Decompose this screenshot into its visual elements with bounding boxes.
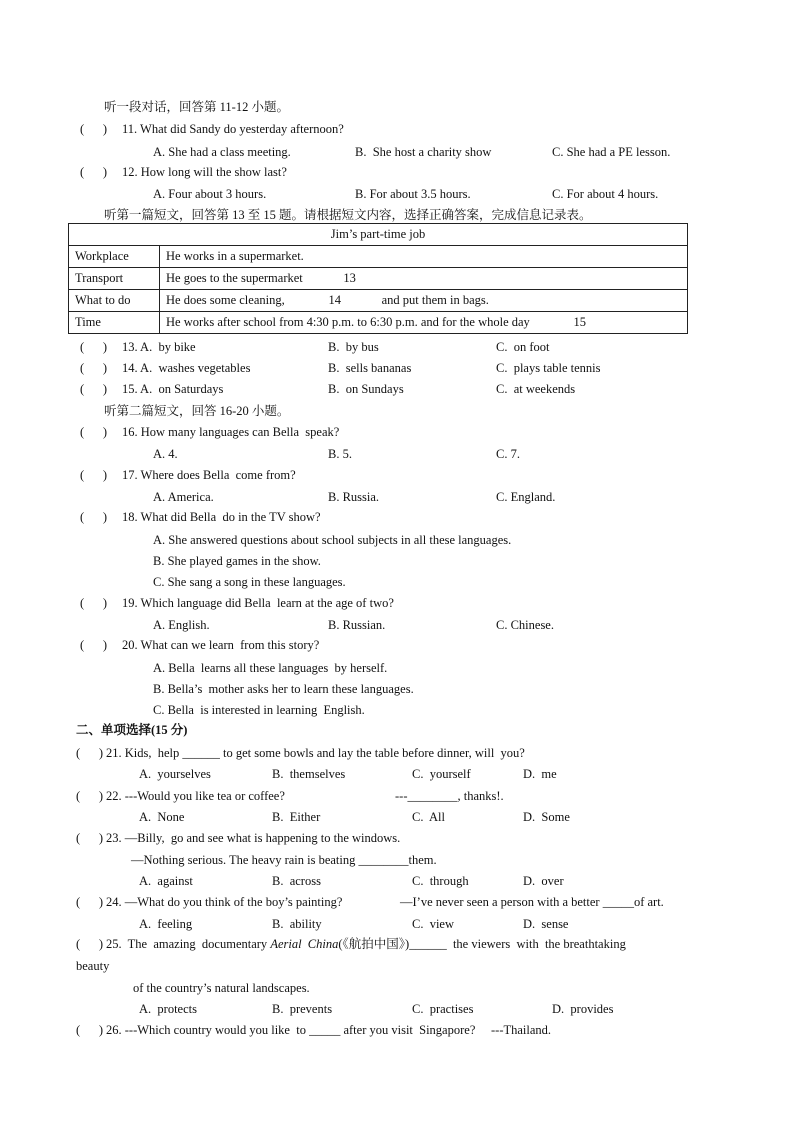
option-15b: B. on Sundays: [328, 382, 404, 396]
option-21a: A. yourselves: [139, 767, 211, 781]
answer-bracket-14[interactable]: ( ): [80, 361, 108, 375]
reply-22: ---________, thanks!.: [395, 789, 504, 803]
answer-bracket-24[interactable]: ( ): [76, 895, 104, 909]
answer-bracket-13[interactable]: ( ): [80, 340, 108, 354]
question-15: 15. A. on Saturdays: [122, 382, 224, 396]
table-label: Transport: [69, 268, 160, 290]
answer-bracket-12[interactable]: ( ): [80, 165, 108, 179]
option-16b: B. 5.: [328, 447, 352, 461]
answer-bracket-25[interactable]: ( ): [76, 937, 104, 951]
option-12c: C. For about 4 hours.: [552, 187, 659, 201]
option-19c: C. Chinese.: [496, 618, 554, 632]
option-14c: C. plays table tennis: [496, 361, 601, 375]
answer-bracket-15[interactable]: ( ): [80, 382, 108, 396]
option-25a: A. protects: [139, 1002, 197, 1016]
option-16a: A. 4.: [153, 447, 178, 461]
question-12: 12. How long will the show last?: [122, 165, 287, 179]
table-title: Jim’s part-time job: [69, 224, 688, 246]
question-23: 23. —Billy, go and see what is happening to the windows.: [106, 831, 401, 845]
table-label: What to do: [69, 290, 160, 312]
option-17a: A. America.: [153, 490, 214, 504]
section-2-heading: 二、单项选择(15 分): [76, 723, 188, 737]
table-value: He goes to the supermarket 13: [160, 268, 688, 290]
option-18c: C. She sang a song in these languages.: [153, 575, 346, 589]
option-22d: D. Some: [523, 810, 570, 824]
option-23c: C. through: [412, 874, 469, 888]
option-16c: C. 7.: [496, 447, 520, 461]
option-22c: C. All: [412, 810, 445, 824]
option-12b: B. For about 3.5 hours.: [355, 187, 471, 201]
option-24a: A. feeling: [139, 917, 193, 931]
table-value: He works after school from 4:30 p.m. to 6:30 p.m. and for the whole day 15: [160, 312, 688, 334]
question-21: 21. Kids, help ______ to get some bowls and lay the table before dinner, will you?: [106, 746, 525, 760]
option-19a: A. English.: [153, 618, 210, 632]
question-24: 24. —What do you think of the boy’s painting?: [106, 895, 343, 909]
table-row: [69, 268, 688, 290]
question-25-pre: 25. The amazing documentary: [106, 937, 271, 951]
option-25c: C. practises: [412, 1002, 474, 1016]
table-label: Workplace: [69, 246, 160, 268]
option-22a: A. None: [139, 810, 185, 824]
table-row: [69, 290, 688, 312]
question-23-line2: —Nothing serious. The heavy rain is beating ________them.: [131, 853, 437, 867]
option-17b: B. Russia.: [328, 490, 380, 504]
table-row: [69, 312, 688, 334]
question-25-line2: of the country’s natural landscapes.: [133, 981, 310, 995]
answer-bracket-21[interactable]: ( ): [76, 746, 104, 760]
option-25b: B. prevents: [272, 1002, 333, 1016]
section-intro-11-12: 听一段对话，回答第 11-12 小题。: [104, 100, 289, 114]
option-11a: A. She had a class meeting.: [153, 145, 291, 159]
question-26: 26. ---Which country would you like to _____ after you visit Singapore? ---Thailand.: [106, 1023, 552, 1037]
answer-bracket-26[interactable]: ( ): [76, 1023, 104, 1037]
question-19: 19. Which language did Bella learn at the age of two?: [122, 596, 394, 610]
reply-24: —I’ve never seen a person with a better _____of art.: [400, 895, 664, 909]
documentary-title: Aerial China: [270, 937, 339, 951]
option-21d: D. me: [523, 767, 557, 781]
table-row: [69, 246, 688, 268]
answer-bracket-22[interactable]: ( ): [76, 789, 104, 803]
question-16: 16. How many languages can Bella speak?: [122, 425, 340, 439]
answer-bracket-11[interactable]: ( ): [80, 122, 108, 136]
option-20b: B. Bella’s mother asks her to learn these languages.: [153, 682, 414, 696]
table-value: He does some cleaning, 14 and put them in bags.: [160, 290, 688, 312]
section-intro-13-15: 听第一篇短文，回答第 13 至 15 题。请根据短文内容，选择正确答案，完成信息记录表。: [104, 208, 592, 222]
answer-bracket-16[interactable]: ( ): [80, 425, 108, 439]
option-21b: B. themselves: [272, 767, 346, 781]
question-25-wrap: beauty: [76, 959, 110, 973]
option-23b: B. across: [272, 874, 321, 888]
option-24b: B. ability: [272, 917, 322, 931]
answer-bracket-23[interactable]: ( ): [76, 831, 104, 845]
option-14b: B. sells bananas: [328, 361, 412, 375]
option-11c: C. She had a PE lesson.: [552, 145, 671, 159]
option-20a: A. Bella learns all these languages by herself.: [153, 661, 388, 675]
option-18b: B. She played games in the show.: [153, 554, 321, 568]
answer-bracket-19[interactable]: ( ): [80, 596, 108, 610]
question-20: 20. What can we learn from this story?: [122, 638, 320, 652]
option-11b: B. She host a charity show: [355, 145, 492, 159]
option-20c: C. Bella is interested in learning English.: [153, 703, 365, 717]
option-23d: D. over: [523, 874, 564, 888]
answer-bracket-20[interactable]: ( ): [80, 638, 108, 652]
question-25: [106, 936, 626, 952]
option-24c: C. view: [412, 917, 455, 931]
option-15c: C. at weekends: [496, 382, 576, 396]
table-value: He works in a supermarket.: [160, 246, 688, 268]
option-19b: B. Russian.: [328, 618, 386, 632]
option-22b: B. Either: [272, 810, 321, 824]
question-13: 13. A. by bike: [122, 340, 196, 354]
question-11: 11. What did Sandy do yesterday afternoon?: [122, 122, 344, 136]
answer-bracket-17[interactable]: ( ): [80, 468, 108, 482]
option-13c: C. on foot: [496, 340, 550, 354]
option-18a: A. She answered questions about school subjects in all these languages.: [153, 533, 512, 547]
info-record-table: [68, 223, 688, 334]
option-25d: D. provides: [552, 1002, 614, 1016]
option-13b: B. by bus: [328, 340, 379, 354]
question-18: 18. What did Bella do in the TV show?: [122, 510, 321, 524]
table-title-row: [69, 224, 688, 246]
question-22: 22. ---Would you like tea or coffee?: [106, 789, 285, 803]
option-12a: A. Four about 3 hours.: [153, 187, 267, 201]
answer-bracket-18[interactable]: ( ): [80, 510, 108, 524]
question-25-post: (《航拍中国》)______ the viewers with the breathtaking: [338, 937, 626, 951]
question-17: 17. Where does Bella come from?: [122, 468, 296, 482]
option-24d: D. sense: [523, 917, 569, 931]
question-14: 14. A. washes vegetables: [122, 361, 251, 375]
option-23a: A. against: [139, 874, 193, 888]
option-21c: C. yourself: [412, 767, 471, 781]
table-label: Time: [69, 312, 160, 334]
option-17c: C. England.: [496, 490, 556, 504]
section-intro-16-20: 听第二篇短文，回答 16-20 小题。: [104, 404, 290, 418]
